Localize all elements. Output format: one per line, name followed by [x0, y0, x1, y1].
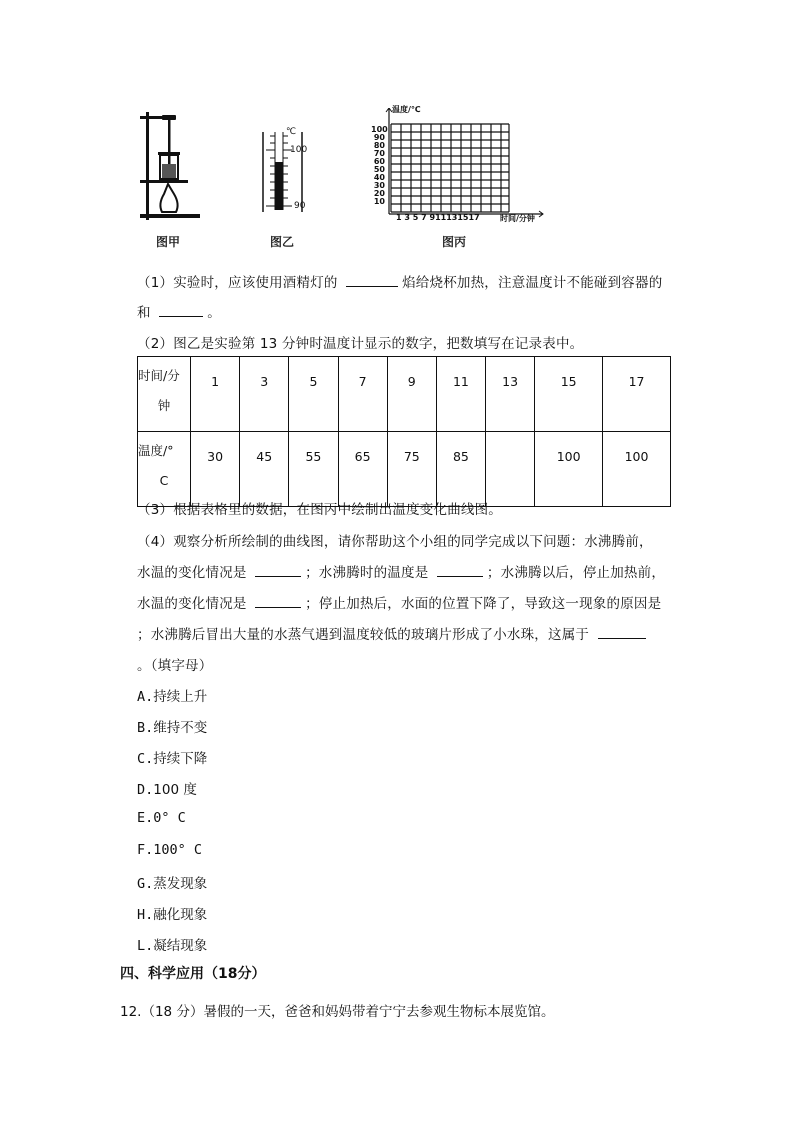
table-cell: 100	[603, 432, 671, 507]
table-cell: 11	[436, 357, 485, 432]
question-1-line-1: （1）实验时，应该使用酒精灯的 焰给烧杯加热，注意温度计不能碰到容器的	[137, 275, 663, 291]
table-cell: 1	[191, 357, 240, 432]
graph-x-ticks: 1 3 5 7 911131517	[396, 213, 480, 222]
option-a: A.持续上升	[137, 689, 208, 705]
answer-blank-before-boiling[interactable]	[255, 564, 301, 577]
figure-jia-caption: 图甲	[156, 235, 181, 249]
graph-y-axis-label: 温度/℃	[392, 105, 421, 114]
option-g: G.蒸发现象	[137, 876, 208, 892]
section-heading: 四、科学应用（18分）	[120, 966, 266, 982]
table-cell-blank-13min[interactable]	[486, 432, 535, 507]
table-cell: 45	[240, 432, 289, 507]
question-4-line-2: 水温的变化情况是 ；水沸腾时的温度是 ；水沸腾以后，停止加热前，	[137, 565, 666, 581]
answer-blank-phenomenon[interactable]	[598, 626, 646, 639]
thermometer-bottom-label: 90	[294, 201, 306, 211]
option-l: L.凝结现象	[137, 938, 208, 954]
graph-x-axis-label: 时间/分钟	[500, 214, 535, 223]
table-cell: 3	[240, 357, 289, 432]
temperature-graph-grid	[385, 108, 545, 220]
record-table	[137, 356, 671, 507]
table-cell: 7	[338, 357, 387, 432]
answer-blank-container[interactable]	[159, 304, 203, 317]
question-2: （2）图乙是实验第 13 分钟时温度计显示的数字，把数填写在记录表中。	[137, 336, 584, 352]
question-4-line-3: 水温的变化情况是 ；停止加热后，水面的位置下降了，导致这一现象的原因是	[137, 596, 662, 612]
table-row-time	[138, 357, 671, 432]
table-cell: 100	[535, 432, 603, 507]
figure-yi-caption: 图乙	[270, 235, 295, 249]
option-f: F.100° C	[137, 842, 203, 858]
table-cell: 13	[486, 357, 535, 432]
table-cell: 15	[535, 357, 603, 432]
table-header-time: 时间/分 钟	[138, 357, 191, 432]
thermometer-unit: ℃	[286, 127, 297, 137]
answer-blank-flame[interactable]	[346, 274, 398, 287]
table-cell: 5	[289, 357, 338, 432]
answer-blank-boiling-temp[interactable]	[437, 564, 483, 577]
graph-y-ticks: 100 90 80 70 60 50 40 30 20 10	[371, 125, 388, 206]
question-4-line-4: ；水沸腾后冒出大量的水蒸气遇到温度较低的玻璃片形成了小水珠，这属于	[137, 623, 650, 643]
table-cell: 75	[387, 432, 436, 507]
question-12: 12.（18 分）暑假的一天，爸爸和妈妈带着宁宁去参观生物标本展览馆。	[120, 1004, 555, 1020]
table-cell: 17	[603, 357, 671, 432]
table-cell: 85	[436, 432, 485, 507]
question-1-line-2: 和 。	[137, 305, 221, 321]
question-4-line-1: （4）观察分析所绘制的曲线图，请你帮助这个小组的同学完成以下问题：水沸腾前，	[137, 534, 653, 550]
table-cell: 9	[387, 357, 436, 432]
option-h: H.融化现象	[137, 907, 208, 923]
table-cell: 65	[338, 432, 387, 507]
table-cell: 30	[191, 432, 240, 507]
question-4-line-5: 。（填字母）	[137, 658, 213, 674]
figure-bing-caption: 图丙	[442, 235, 467, 249]
thermometer-top-label: 100	[290, 145, 308, 155]
table-header-temperature: 温度/° C	[138, 432, 191, 507]
option-b: B.维持不变	[137, 720, 208, 736]
table-row-temperature	[138, 432, 671, 507]
answer-blank-after-boiling[interactable]	[255, 595, 301, 608]
table-cell: 55	[289, 432, 338, 507]
option-d: D.100 度	[137, 782, 197, 798]
question-3: （3）根据表格里的数据，在图丙中绘制出温度变化曲线图。	[137, 502, 502, 518]
option-c: C.持续下降	[137, 751, 208, 767]
option-e: E.0° C	[137, 810, 186, 826]
iron-stand-apparatus-icon	[140, 110, 210, 225]
